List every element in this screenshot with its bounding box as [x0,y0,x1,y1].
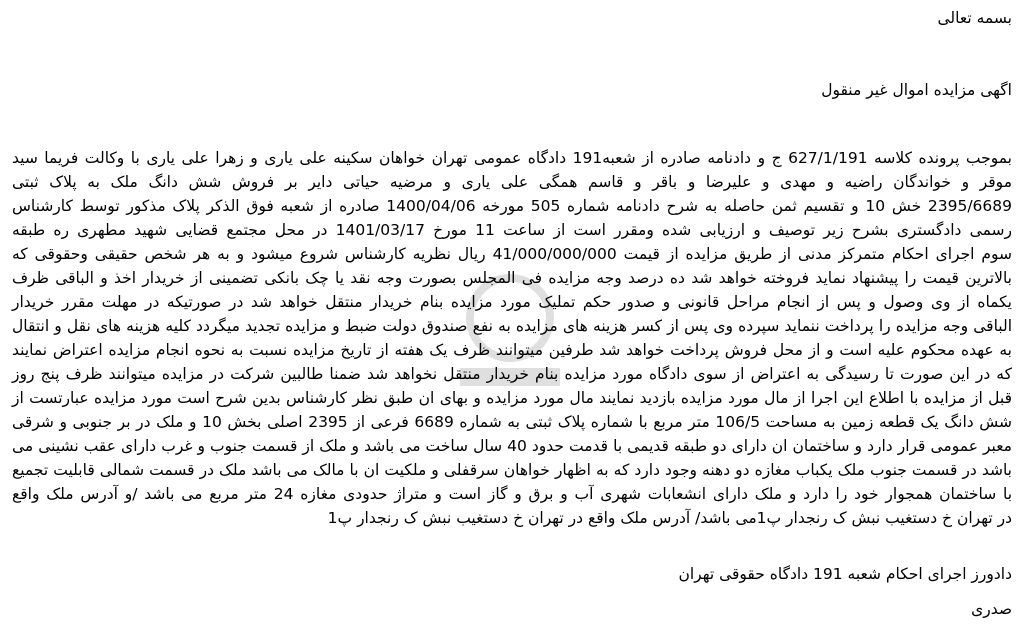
invocation-text: بسمه تعالی [937,9,1012,27]
body-line: باشد در قسمت جنوب ملک یکباب مغازه دو دهنه وجود دارد که به اظهار خواهان سرقفلی و ملکیت ان با مالک می باشد ملک در قسمت شمالی قابلیت تجمیع [12,461,1012,479]
body-line: بموجب پرونده کلاسه 627/1/191 ج و دادنامه صادره از شعبه191 دادگاه عمومی تهران خواهان سکینه علی یاری و زهرا علی یاری با وکالت فریما سید [12,149,1012,167]
signature-line: دادورز اجرای احکام شعبه 191 دادگاه حقوقی تهران [678,565,1012,583]
body-line: 2395/6689 خش 10 و تقسیم ثمن حاصله به شرح دادنامه شماره 505 مورخه 1400/04/06 صادره از شعبه فوق الذکر پلاک مذکور توسط کارشناس [12,197,1013,215]
body-line: موقر و خواندگان راضیه و مهدی و علیرضا و باقر و قاسم همگی علی یاری و مرضیه حیاتی دایر بر فروش شش دانگ ملک به پلاک ثبتی [12,173,1012,191]
body-line: قبل از مزایده با اطلاع این اجرا از مال مورد مزایده بازدید نمایند مال مورد مزایده و بهای ان طبق نظر کارشناس بدین شرح است مورد مزایده عبارتست از [12,389,1012,407]
signer-name: صدری [971,600,1012,618]
body-line: که در این صورت تا رسیدگی به اعتراض از سوی دادگاه مورد مزایده بنام خریدار منتقل نخواهد شد ضمنا طالبین شرکت در مزایده میتوانند ظرف پنج روز [12,365,1012,383]
notice-title: اگهی مزایده اموال غیر منقول [821,81,1012,99]
body-line: شش دانگ یک قطعه زمین به مساحت 106/5 متر مربع با شماره پلاک ثبتی به شماره 6689 فرعی از 2395 اصلی بخش 10 و ملک در بر جنوبی و شرقی [12,413,1013,431]
body-line: بالاترین قیمت را پیشنهاد نماید فروخته خواهد شد ده درصد وجه مزایده فی المجلس بصورت وجه نقد یا چک بانکی تضمینی از خریدار اخذ و الباقی ظرف [12,269,1012,287]
body-line: در تهران خ دستغیب نبش ک رنجدار پ1می باشد/ آدرس ملک واقع در تهران خ دستغیب نبش ک رنجدار پ1 [327,509,1012,527]
body-line: سوم اجرای احکام متمرکز مدنی از طریق مزایده از قیمت 41/000/000/000 ریال نظریه کارشناس شروع میشود و به هر شخص حقیقی وحقوقی که [12,245,1012,263]
body-line: یکماه از وی وصول و پس از انجام مراحل قانونی و صدور حکم تملیک مورد مزایده بنام خریدار منتقل خواهد شد در صورتیکه در مهلت مقرر خریدار [12,293,1012,311]
body-line: به عهده محکوم علیه است و از محل فروش پرداخت خواهد شد طرفین میتوانند ظرف یک هفته از تاریخ مزایده نسبت به نحوه انجام مزایده اعتراض نمایند [12,341,1012,359]
body-line: الباقی وجه مزایده را پرداخت ننماید سپرده وی پس از کسر هزینه های مزایده به نفع صندوق دولت ضبط و مزایده تجدید میگردد کلیه هزینه های نقل و انتقال [12,317,1012,335]
body-line: معبر عمومی قرار دارد و ساختمان ان دارای دو طبقه قدیمی با قدمت حدود 40 سال ساخت می باشد و ملک از قسمت جنوب و غرب دارای عقب نشینی می [12,437,1012,455]
body-line: رسمی دادگستری بشرح زیر توصیف و ارزیابی شده ومقرر است از ساعت 11 مورخ 1401/03/17 در محل مجتمع قضایی شهید مطهری ره طبقه [12,221,1012,239]
body-line: با ساختمان همجوار خود را دارد و ملک دارای انشعابات شهری آب و برق و گاز است و متراژ حدودی مغازه 24 متر مربع می باشد /و آدرس ملک واقع [12,485,1013,503]
